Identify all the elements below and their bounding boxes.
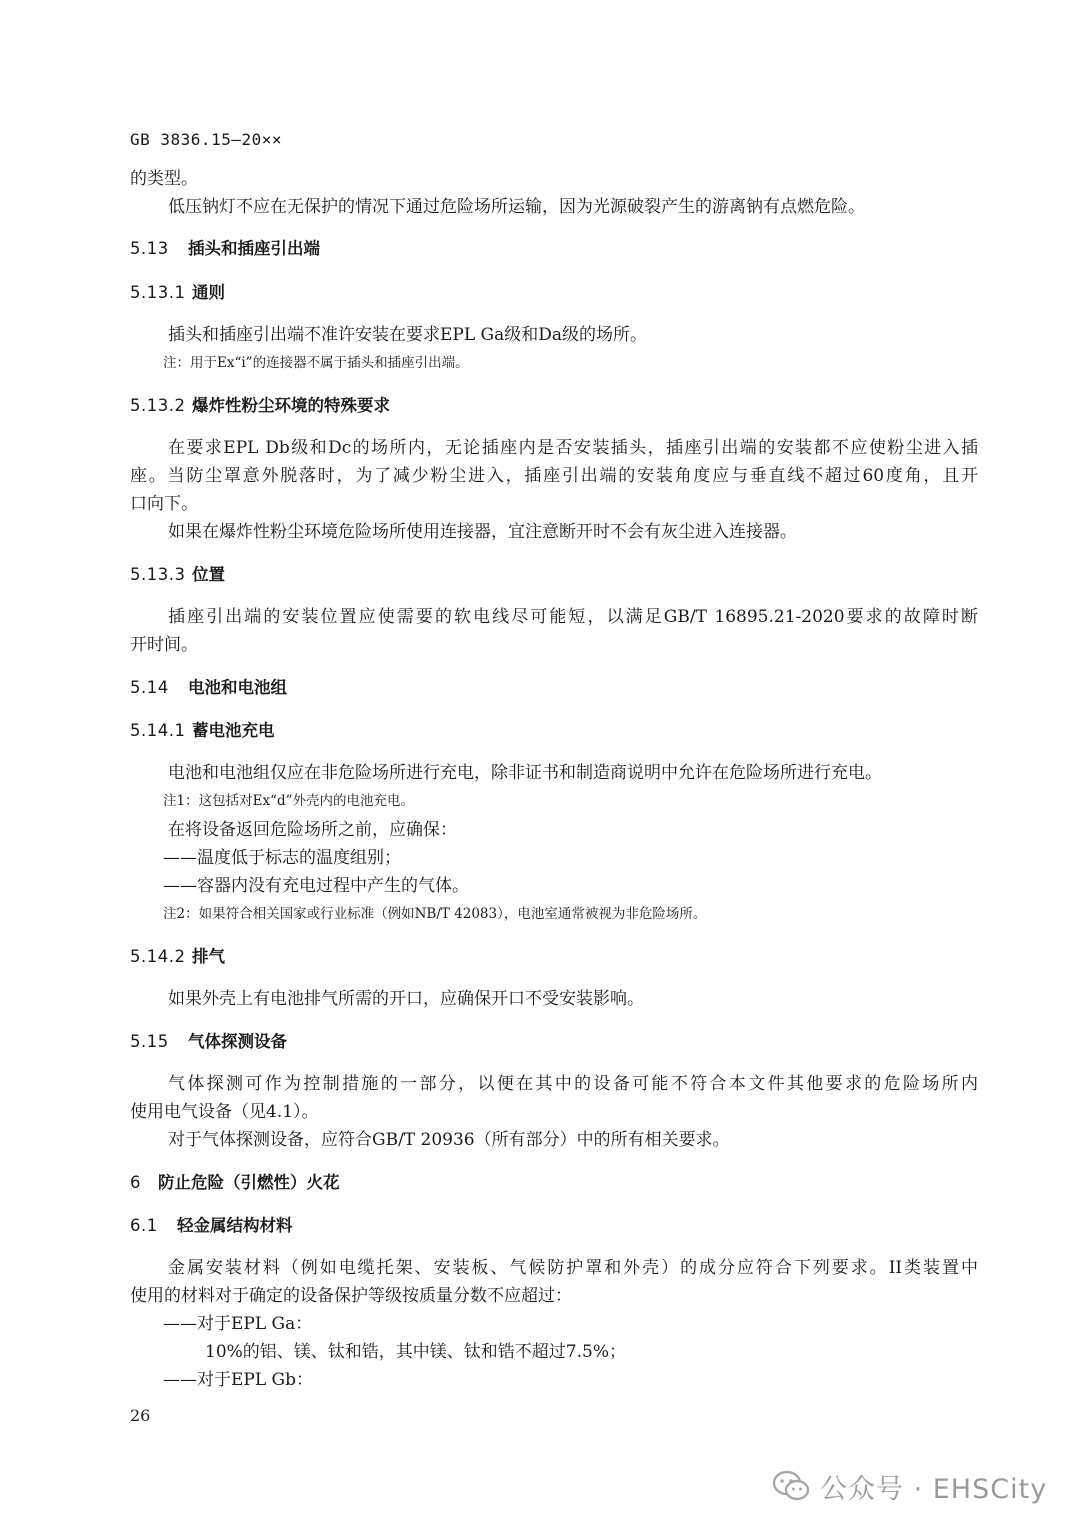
section-number: 5.14.1 bbox=[130, 721, 186, 740]
paragraph-line: 对于气体探测设备，应符合GB/T 20936（所有部分）中的所有相关要求。 bbox=[168, 1130, 730, 1150]
paragraph-line: 如果在爆炸性粉尘环境危险场所使用连接器，宜注意断开时不会有灰尘进入连接器。 bbox=[168, 522, 797, 542]
section-number: 5.13.2 bbox=[130, 396, 186, 415]
note-line: 注2：如果符合相关国家或行业标准（例如NB/T 42083），电池室通常被视为非危险场所。 bbox=[163, 906, 707, 922]
paragraph-line: 开时间。 bbox=[130, 635, 198, 655]
section-title: 排气 bbox=[192, 947, 225, 966]
watermark bbox=[772, 1466, 1047, 1506]
paragraph-line: 口向下。 bbox=[130, 494, 198, 514]
section-heading-6-1 bbox=[130, 1215, 293, 1237]
paragraph-line: 插头和插座引出端不准许安装在要求EPL Ga级和Da级的场所。 bbox=[168, 325, 648, 345]
section-number: 6.1 bbox=[130, 1216, 158, 1235]
paragraph-line: 金属安装材料（例如电缆托架、安装板、气候防护罩和外壳）的成分应符合下列要求。II类装置中 bbox=[168, 1258, 978, 1278]
list-item-detail: 10%的铝、镁、钛和锆，其中镁、钛和锆不超过7.5%； bbox=[205, 1342, 626, 1362]
section-number: 5.15 bbox=[130, 1032, 169, 1051]
list-item: ——对于EPL Gb： bbox=[163, 1370, 314, 1390]
paragraph-line: 在要求EPL Db级和Dc的场所内，无论插座内是否安装插头，插座引出端的安装都不应使粉尘进入插 bbox=[168, 438, 978, 458]
section-title: 防止危险（引燃性）火花 bbox=[158, 1173, 340, 1192]
section-title: 爆炸性粉尘环境的特殊要求 bbox=[192, 396, 390, 415]
document-code-header: GB 3836.15—20×× bbox=[130, 130, 282, 149]
section-number: 5.13.3 bbox=[130, 565, 186, 584]
list-item: ——对于EPL Ga： bbox=[163, 1314, 313, 1334]
paragraph-line: 电池和电池组仅应在非危险场所进行充电，除非证书和制造商说明中允许在危险场所进行充电。 bbox=[168, 763, 882, 783]
section-heading-5-13-2 bbox=[130, 395, 390, 417]
section-title: 电池和电池组 bbox=[188, 678, 287, 697]
section-number: 5.13 bbox=[130, 239, 169, 258]
section-title: 轻金属结构材料 bbox=[177, 1216, 293, 1235]
paragraph-line: 的类型。 bbox=[130, 169, 198, 189]
paragraph-line: 插座引出端的安装位置应使需要的软电线尽可能短，以满足GB/T 16895.21-2020要求的故障时断 bbox=[168, 607, 978, 627]
section-heading-5-13-1 bbox=[130, 282, 225, 304]
section-heading-5-14 bbox=[130, 677, 287, 699]
section-title: 蓄电池充电 bbox=[192, 721, 275, 740]
paragraph-line: 座。当防尘罩意外脱落时，为了减少粉尘进入，插座引出端的安装角度应与垂直线不超过60度角，且开 bbox=[130, 466, 978, 486]
note-line: 注：用于Ex“i”的连接器不属于插头和插座引出端。 bbox=[163, 355, 469, 371]
list-item: ——容器内没有充电过程中产生的气体。 bbox=[163, 876, 469, 896]
paragraph-line: 使用电气设备（见4.1）。 bbox=[130, 1102, 319, 1122]
paragraph-line: 低压钠灯不应在无保护的情况下通过危险场所运输，因为光源破裂产生的游离钠有点燃危险。 bbox=[168, 197, 865, 217]
section-heading-5-15 bbox=[130, 1031, 287, 1053]
section-heading-5-14-2 bbox=[130, 946, 225, 968]
section-heading-5-14-1 bbox=[130, 720, 275, 742]
section-heading-5-13-3 bbox=[130, 564, 225, 586]
section-title: 通则 bbox=[192, 283, 225, 302]
wechat-icon bbox=[772, 1470, 810, 1502]
section-number: 5.13.1 bbox=[130, 283, 186, 302]
section-title: 气体探测设备 bbox=[188, 1032, 287, 1051]
section-number: 5.14 bbox=[130, 678, 169, 697]
note-line: 注1：这包括对Ex“d”外壳内的电池充电。 bbox=[163, 793, 415, 809]
section-heading-6 bbox=[130, 1172, 340, 1194]
section-number: 5.14.2 bbox=[130, 947, 186, 966]
paragraph-line: 在将设备返回危险场所之前，应确保： bbox=[168, 820, 457, 840]
section-title: 插头和插座引出端 bbox=[188, 239, 320, 258]
section-number: 6 bbox=[130, 1173, 141, 1192]
paragraph-line: 气体探测可作为控制措施的一部分，以便在其中的设备可能不符合本文件其他要求的危险场所内 bbox=[168, 1074, 978, 1094]
paragraph-line: 使用的材料对于确定的设备保护等级按质量分数不应超过： bbox=[130, 1286, 572, 1306]
section-title: 位置 bbox=[192, 565, 225, 584]
section-heading-5-13 bbox=[130, 238, 320, 260]
paragraph-line: 如果外壳上有电池排气所需的开口，应确保开口不受安装影响。 bbox=[168, 989, 644, 1009]
page-number: 26 bbox=[130, 1406, 151, 1425]
list-item: ——温度低于标志的温度组别； bbox=[163, 848, 401, 868]
watermark-text: 公众号 · EHSCity bbox=[820, 1473, 1048, 1505]
